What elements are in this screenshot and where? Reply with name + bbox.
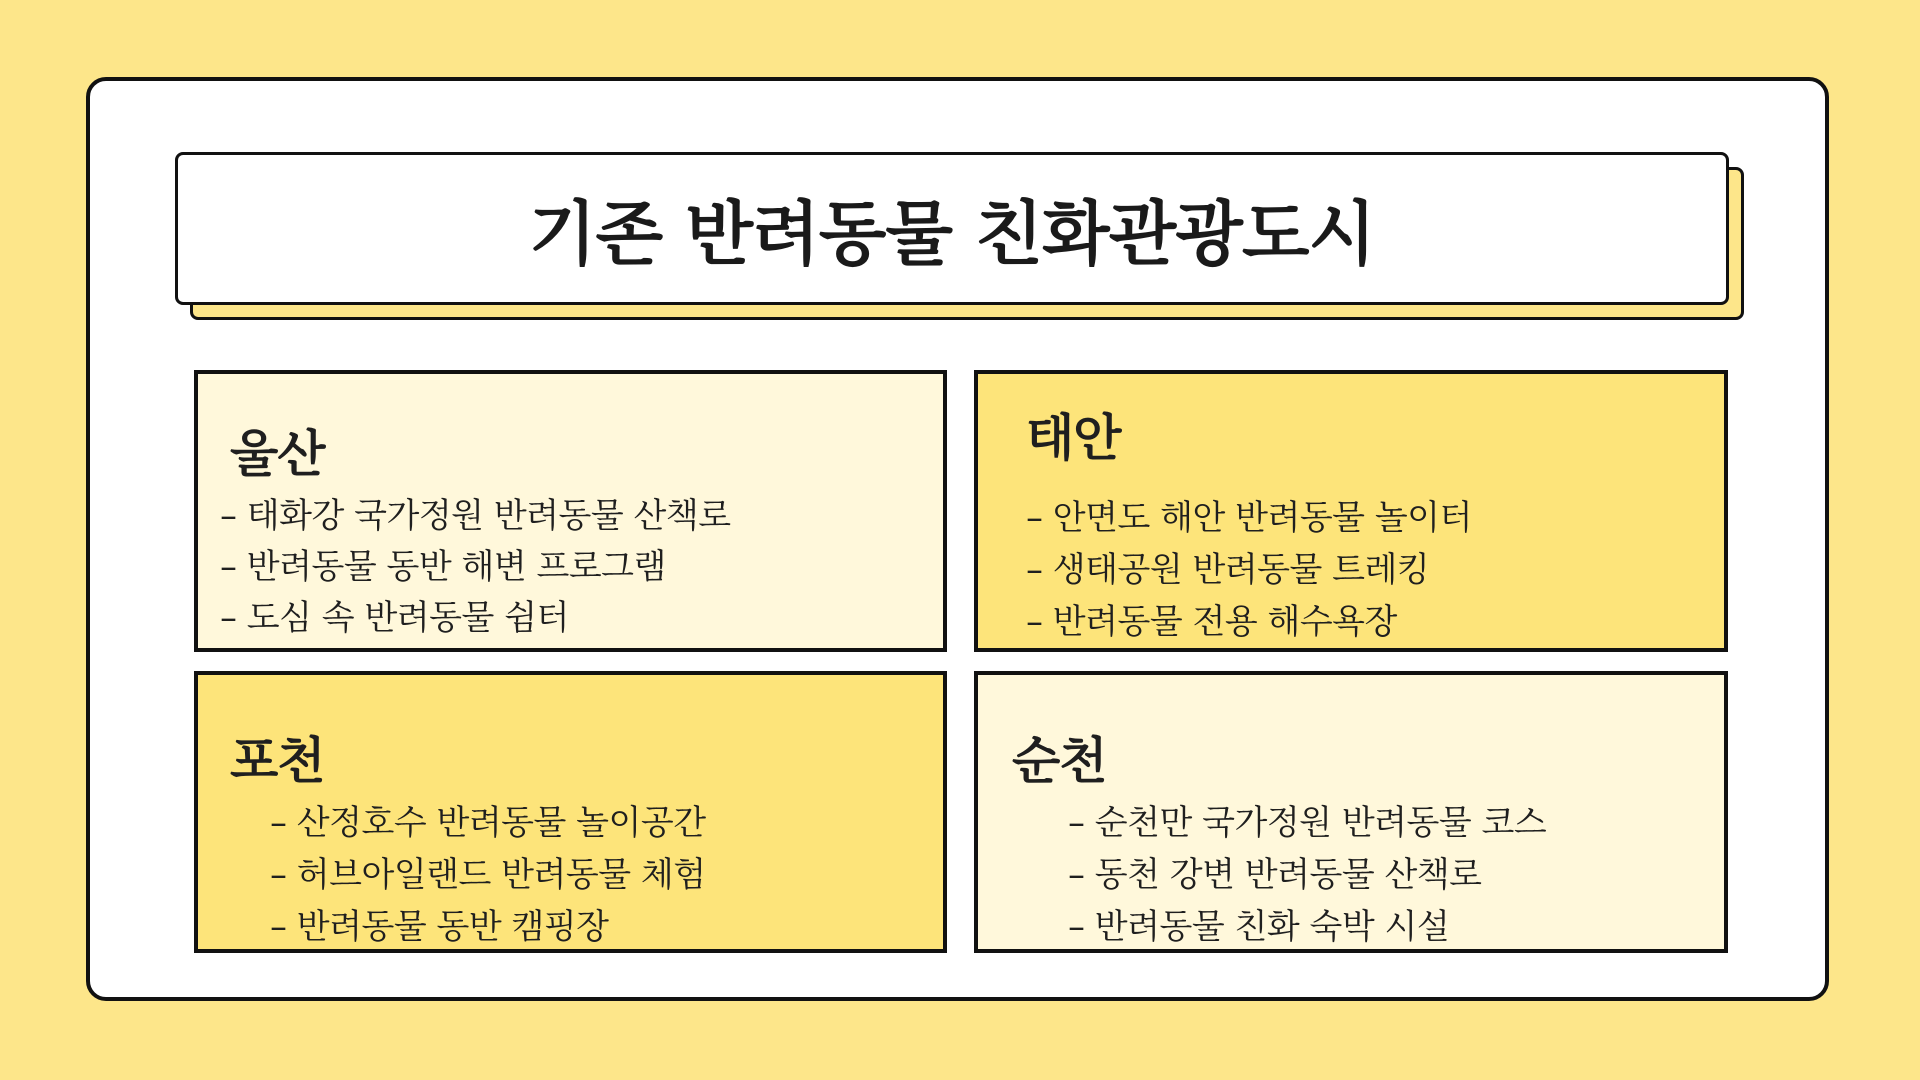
list-item: – 순천만 국가정원 반려동물 코스 bbox=[1068, 803, 1547, 843]
list-item: – 생태공원 반려동물 트레킹 bbox=[1026, 550, 1430, 590]
city-panel-taean bbox=[974, 370, 1728, 652]
city-name: 태안 bbox=[1026, 409, 1121, 467]
page-title: 기존 반려동물 친화관광도시 bbox=[528, 193, 1376, 275]
list-item: – 반려동물 동반 해변 프로그램 bbox=[220, 547, 666, 587]
list-item: – 도심 속 반려동물 쉼터 bbox=[220, 598, 569, 638]
list-item: – 반려동물 친화 숙박 시설 bbox=[1068, 907, 1450, 947]
city-panel-ulsan bbox=[194, 370, 947, 652]
city-name: 포천 bbox=[230, 732, 325, 790]
list-item: – 반려동물 전용 해수욕장 bbox=[1026, 602, 1397, 642]
city-name: 순천 bbox=[1012, 732, 1107, 790]
list-item: – 동천 강변 반려동물 산책로 bbox=[1068, 855, 1482, 895]
title-banner bbox=[175, 152, 1729, 305]
list-item: – 산정호수 반려동물 놀이공간 bbox=[270, 803, 706, 843]
city-panel-pocheon bbox=[194, 671, 947, 953]
list-item: – 안면도 해안 반려동물 놀이터 bbox=[1026, 498, 1472, 538]
city-name: 울산 bbox=[230, 425, 325, 483]
list-item: – 반려동물 동반 캠핑장 bbox=[270, 907, 609, 947]
list-item: – 태화강 국가정원 반려동물 산책로 bbox=[220, 496, 731, 536]
list-item: – 허브아일랜드 반려동물 체험 bbox=[270, 855, 706, 895]
city-panel-suncheon bbox=[974, 671, 1728, 953]
